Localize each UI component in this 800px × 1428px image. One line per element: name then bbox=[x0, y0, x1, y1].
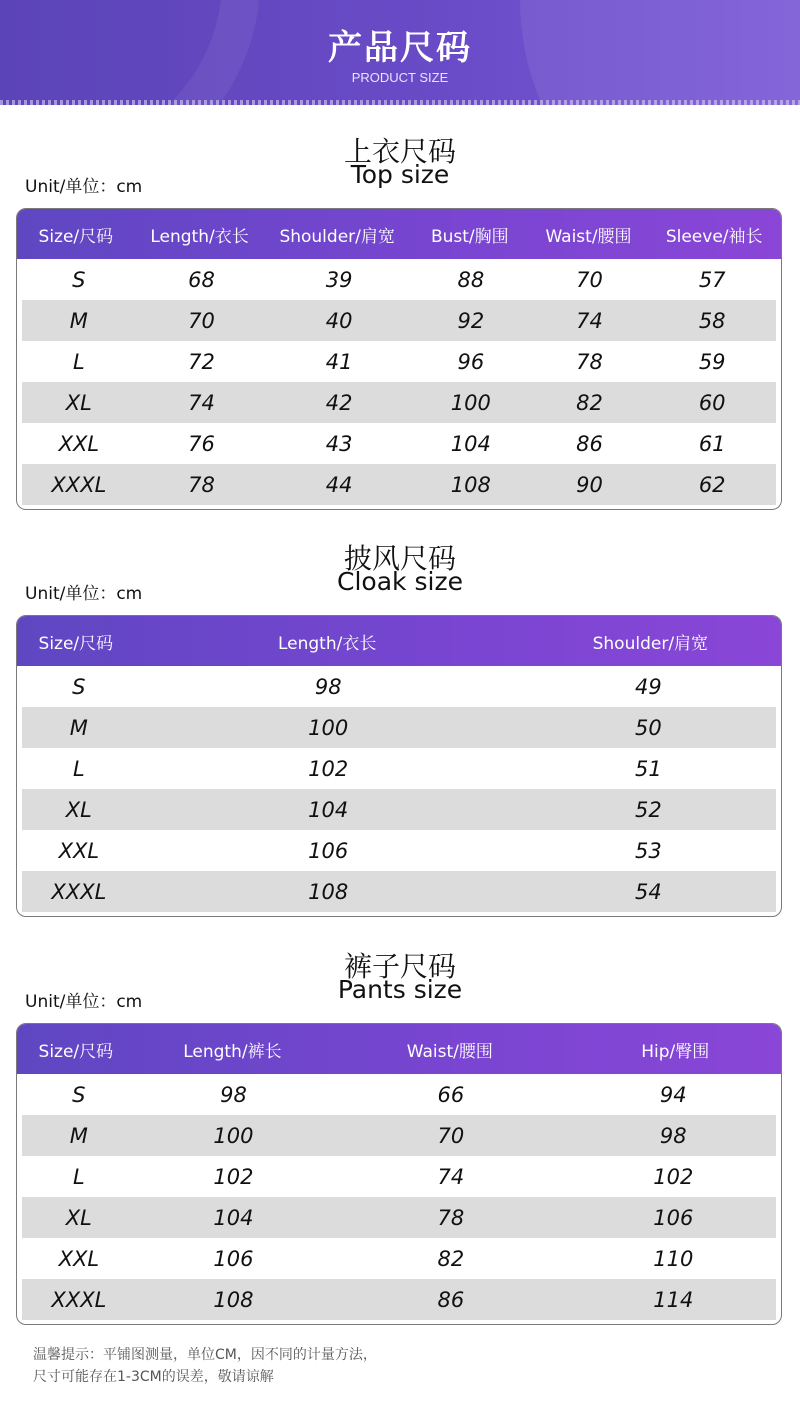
measurement-cell: 114 bbox=[653, 1287, 694, 1312]
measurement-cell: 108 bbox=[450, 472, 491, 497]
banner-decoration-stripe bbox=[0, 100, 800, 105]
cloak-size-unit: Unit/单位：cm bbox=[25, 584, 143, 604]
measurement-cell: 98 bbox=[314, 674, 342, 699]
measurement-cell: 82 bbox=[576, 390, 603, 415]
measurement-cell: 98 bbox=[220, 1082, 247, 1107]
cloak-header-cell: Size/尺码 bbox=[38, 633, 114, 654]
measurement-cell: 66 bbox=[437, 1082, 465, 1107]
measurement-cell: 78 bbox=[576, 349, 603, 374]
table-row bbox=[22, 300, 776, 341]
pants-header-cell: Size/尺码 bbox=[38, 1041, 114, 1062]
banner-subtitle: PRODUCT SIZE bbox=[351, 70, 449, 85]
measurement-cell: 100 bbox=[450, 390, 491, 415]
measurement-cell: 74 bbox=[188, 390, 215, 415]
pants-size-table-header bbox=[17, 1024, 781, 1074]
measurement-cell: 72 bbox=[188, 349, 215, 374]
cloak-size-title-cn: 披风尺码 bbox=[343, 542, 456, 575]
size-label-cell: M bbox=[69, 715, 88, 740]
measurement-cell: 58 bbox=[698, 308, 726, 333]
pants-size-section bbox=[0, 945, 800, 1012]
measurement-cell: 70 bbox=[437, 1123, 465, 1148]
table-row bbox=[22, 1156, 776, 1197]
note-line-1: 温馨提示：平铺图测量，单位CM，因不同的计量方法， bbox=[33, 1347, 377, 1363]
top-size-section bbox=[0, 130, 800, 197]
cloak-size-table-body bbox=[17, 666, 781, 916]
measurement-cell: 110 bbox=[653, 1246, 694, 1271]
measurement-cell: 41 bbox=[325, 349, 353, 374]
top-header-cell: Shoulder/肩宽 bbox=[279, 226, 395, 247]
banner-title: 产品尺码 bbox=[328, 28, 472, 68]
top-size-title-cn: 上衣尺码 bbox=[343, 135, 456, 168]
measurement-cell: 102 bbox=[653, 1164, 694, 1189]
measurement-cell: 100 bbox=[213, 1123, 254, 1148]
measurement-cell: 108 bbox=[213, 1287, 254, 1312]
top-header-cell: Bust/胸围 bbox=[430, 226, 509, 247]
size-label-cell: XL bbox=[65, 1205, 92, 1230]
measurement-cell: 104 bbox=[450, 431, 491, 456]
measurement-cell: 82 bbox=[437, 1246, 465, 1271]
measurement-cell: 39 bbox=[325, 267, 353, 292]
measurement-cell: 86 bbox=[437, 1287, 465, 1312]
pants-header-cell: Length/裤长 bbox=[183, 1041, 282, 1062]
measurement-cell: 57 bbox=[698, 267, 726, 292]
measurement-cell: 70 bbox=[188, 308, 215, 333]
cloak-size-title-en: Cloak size bbox=[337, 567, 463, 596]
pants-size-table-body bbox=[17, 1074, 781, 1324]
header-banner bbox=[0, 0, 800, 105]
measurement-cell: 53 bbox=[634, 838, 662, 863]
measurement-cell: 60 bbox=[698, 390, 726, 415]
size-label-cell: M bbox=[69, 308, 88, 333]
measurement-cell: 106 bbox=[213, 1246, 254, 1271]
top-size-table-header bbox=[17, 209, 781, 259]
measurement-cell: 68 bbox=[188, 267, 215, 292]
size-label-cell: XXL bbox=[58, 1246, 100, 1271]
size-label-cell: XXL bbox=[58, 838, 100, 863]
size-label-cell: XL bbox=[65, 797, 92, 822]
measurement-cell: 100 bbox=[308, 715, 349, 740]
top-header-cell: Sleeve/袖长 bbox=[665, 226, 763, 247]
top-size-table bbox=[16, 208, 782, 510]
measurement-cell: 44 bbox=[325, 472, 353, 497]
measurement-cell: 102 bbox=[213, 1164, 254, 1189]
size-label-cell: XXL bbox=[58, 431, 100, 456]
table-row bbox=[22, 1197, 776, 1238]
measurement-cell: 96 bbox=[457, 349, 485, 374]
table-row bbox=[22, 789, 776, 830]
top-header-cell: Size/尺码 bbox=[38, 226, 114, 247]
table-row bbox=[22, 1115, 776, 1156]
cloak-size-table bbox=[16, 615, 782, 917]
table-row bbox=[22, 259, 776, 300]
measurement-cell: 50 bbox=[634, 715, 662, 740]
top-size-title-en: Top size bbox=[350, 160, 450, 189]
measurement-cell: 104 bbox=[308, 797, 349, 822]
table-row bbox=[22, 871, 776, 912]
measurement-cell: 106 bbox=[653, 1205, 694, 1230]
table-row bbox=[22, 464, 776, 505]
size-label-cell: M bbox=[69, 1123, 88, 1148]
size-label-cell: XXXL bbox=[51, 472, 107, 497]
measurement-cell: 59 bbox=[698, 349, 726, 374]
measurement-cell: 43 bbox=[325, 431, 353, 456]
size-label-cell: S bbox=[72, 674, 86, 699]
measurement-cell: 61 bbox=[698, 431, 726, 456]
measurement-cell: 40 bbox=[325, 308, 353, 333]
measurement-cell: 88 bbox=[457, 267, 485, 292]
top-header-cell: Length/衣长 bbox=[150, 226, 249, 247]
pants-size-title-en: Pants size bbox=[337, 975, 463, 1004]
cloak-size-section bbox=[0, 537, 800, 604]
measurement-cell: 92 bbox=[457, 308, 485, 333]
pants-size-title-cn: 裤子尺码 bbox=[343, 950, 456, 983]
size-label-cell: S bbox=[72, 267, 86, 292]
measurement-cell: 62 bbox=[698, 472, 726, 497]
table-row bbox=[22, 1074, 776, 1115]
pants-size-unit: Unit/单位：cm bbox=[25, 992, 143, 1012]
size-label-cell: L bbox=[73, 1164, 85, 1189]
table-row bbox=[22, 707, 776, 748]
measurement-cell: 42 bbox=[325, 390, 353, 415]
size-label-cell: L bbox=[73, 349, 85, 374]
measurement-cell: 51 bbox=[634, 756, 662, 781]
measurement-cell: 86 bbox=[576, 431, 603, 456]
size-label-cell: XXXL bbox=[51, 879, 107, 904]
measurement-cell: 104 bbox=[213, 1205, 254, 1230]
top-size-table-body bbox=[17, 259, 781, 509]
measurement-cell: 76 bbox=[188, 431, 215, 456]
size-label-cell: XXXL bbox=[51, 1287, 107, 1312]
measurement-cell: 98 bbox=[659, 1123, 687, 1148]
measurement-cell: 108 bbox=[308, 879, 349, 904]
measurement-cell: 52 bbox=[634, 797, 662, 822]
measurement-cell: 106 bbox=[308, 838, 349, 863]
measurement-cell: 78 bbox=[437, 1205, 465, 1230]
cloak-header-cell: Shoulder/肩宽 bbox=[592, 633, 709, 654]
top-header-cell: Waist/腰围 bbox=[545, 226, 632, 247]
measurement-cell: 49 bbox=[634, 674, 662, 699]
size-label-cell: XL bbox=[65, 390, 92, 415]
pants-header-cell: Waist/腰围 bbox=[406, 1041, 493, 1062]
size-label-cell: L bbox=[73, 756, 85, 781]
top-size-unit: Unit/单位：cm bbox=[25, 177, 143, 197]
table-row bbox=[22, 830, 776, 871]
table-row bbox=[22, 382, 776, 423]
measurement-cell: 54 bbox=[634, 879, 662, 904]
measurement-cell: 94 bbox=[659, 1082, 687, 1107]
measurement-cell: 70 bbox=[576, 267, 603, 292]
measurement-cell: 102 bbox=[308, 756, 349, 781]
note-line-2: 尺寸可能存在1-3CM的误差，敬请谅解 bbox=[33, 1369, 274, 1385]
table-row bbox=[22, 423, 776, 464]
measurement-cell: 78 bbox=[188, 472, 215, 497]
size-label-cell: S bbox=[72, 1082, 86, 1107]
pants-size-table bbox=[16, 1023, 782, 1325]
table-row bbox=[22, 748, 776, 789]
measurement-cell: 74 bbox=[437, 1164, 465, 1189]
measurement-cell: 90 bbox=[576, 472, 603, 497]
pants-header-cell: Hip/臀围 bbox=[641, 1041, 710, 1062]
table-row bbox=[22, 1279, 776, 1320]
table-row bbox=[22, 666, 776, 707]
table-row bbox=[22, 1238, 776, 1279]
measurement-note bbox=[33, 1344, 377, 1388]
table-row bbox=[22, 341, 776, 382]
cloak-size-table-header bbox=[17, 616, 781, 666]
cloak-header-cell: Length/衣长 bbox=[277, 633, 377, 654]
measurement-cell: 74 bbox=[576, 308, 603, 333]
